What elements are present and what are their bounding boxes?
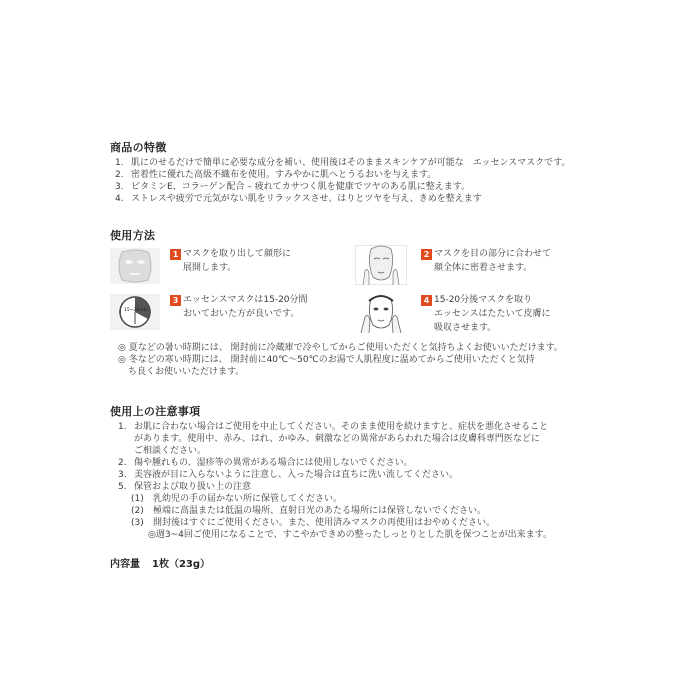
sub-item: (1) 乳幼児の手の届かない所に保管してください。 [131, 494, 343, 504]
sub-item: (3) 開封後はすぐにご使用ください。また、使用済みマスクの再使用はおやめください。 [131, 518, 496, 528]
list-item: 1. 肌にのせるだけで簡単に必要な成分を補い、使用後はそのままスキンケアが可能な エッセンスマスクです。 [115, 158, 571, 168]
mask-unfold-icon [110, 248, 160, 284]
step-2-text-line2: 顔全体に密着させます。 [434, 263, 533, 273]
list-item: 2. 密着性に優れた高級不織布を使用。すみやかに肌へとうるおいを与えます。 [115, 170, 437, 180]
note-summer: ◎ 夏などの暑い時期には、 開封前に冷蔵庫で冷やしてからご使用いただくと気持ちよくお使いいただけます。 [118, 343, 563, 353]
step-3-text-line1: エッセンスマスクは15-20分間 [183, 295, 308, 305]
list-item: があります。使用中、赤み、はれ、かゆみ、刺激などの異常があらわれた場合は皮膚科専門医などに [134, 434, 540, 444]
list-item: 4. ストレスや疲労で元気がない肌をリラックスさせ、はりとツヤを与え、きめを整えます [115, 194, 482, 204]
step-4-text-line2: エッセンスはたたいて皮膚に [434, 309, 551, 319]
step-1-text-line2: 展開します。 [183, 263, 237, 273]
face-pat-icon [355, 293, 407, 333]
list-item: 2. 傷や腫れもの、湿疹等の異常がある場合には使用しないでください。 [118, 458, 413, 468]
step-3-text-line2: おいておいた方が良いです。 [183, 309, 300, 319]
step-1-text-line1: マスクを取り出して顔形に [183, 249, 292, 259]
list-item: 1. お肌に合わない場合はご使用を中止してください。そのまま使用を続けますと、症状を悪化させること [118, 422, 549, 432]
usage-heading: 使用方法 [110, 229, 156, 242]
features-heading: 商品の特徴 [110, 141, 167, 154]
step-1-number: 1 [170, 249, 181, 260]
clock-label: 15~20min [124, 308, 148, 313]
cautions-heading: 使用上の注意事項 [110, 405, 201, 418]
list-item: 3. ビタミンE、コラーゲン配合 – 疲れてカサつく肌を健康でツヤのある肌に整えます。 [115, 182, 471, 192]
sub-item: (2) 極端に高温または低温の場所、直射日光のあたる場所には保管しないでください。 [131, 506, 487, 516]
note-winter: ◎ 冬などの寒い時期には、 開封前に40℃～50℃のお湯で人肌程度に温めてからご使用いただくと気持 [118, 355, 535, 365]
step-4-text-line1: 15-20分後マスクを取り [434, 295, 533, 305]
note-winter-cont: ち良くお使いいただけます。 [128, 367, 245, 377]
step-2-text-line1: マスクを目の部分に合わせて [434, 249, 552, 259]
face-mask-apply-icon [355, 245, 407, 285]
list-item: 3. 美容液が目に入らないように注意し、入った場合は直ちに洗い流してください。 [118, 470, 459, 480]
clock-icon [110, 294, 160, 330]
cautions-footnote: ◎週3~4回ご使用になることで、すこやかできめの整ったしっとりとした肌を保つことが出来ます。 [148, 530, 552, 540]
list-item: ご相談ください。 [134, 446, 207, 456]
content-amount [110, 555, 210, 570]
step-4-number: 4 [421, 295, 432, 306]
step-2-number: 2 [421, 249, 432, 260]
step-4-text-line3: 吸収させます。 [434, 323, 497, 333]
content-value: 1枚（23g） [152, 559, 211, 570]
list-item: 5. 保管および取り扱い上の注意 [118, 482, 252, 492]
step-3-number: 3 [170, 295, 181, 306]
content-label: 内容量 [110, 559, 140, 570]
